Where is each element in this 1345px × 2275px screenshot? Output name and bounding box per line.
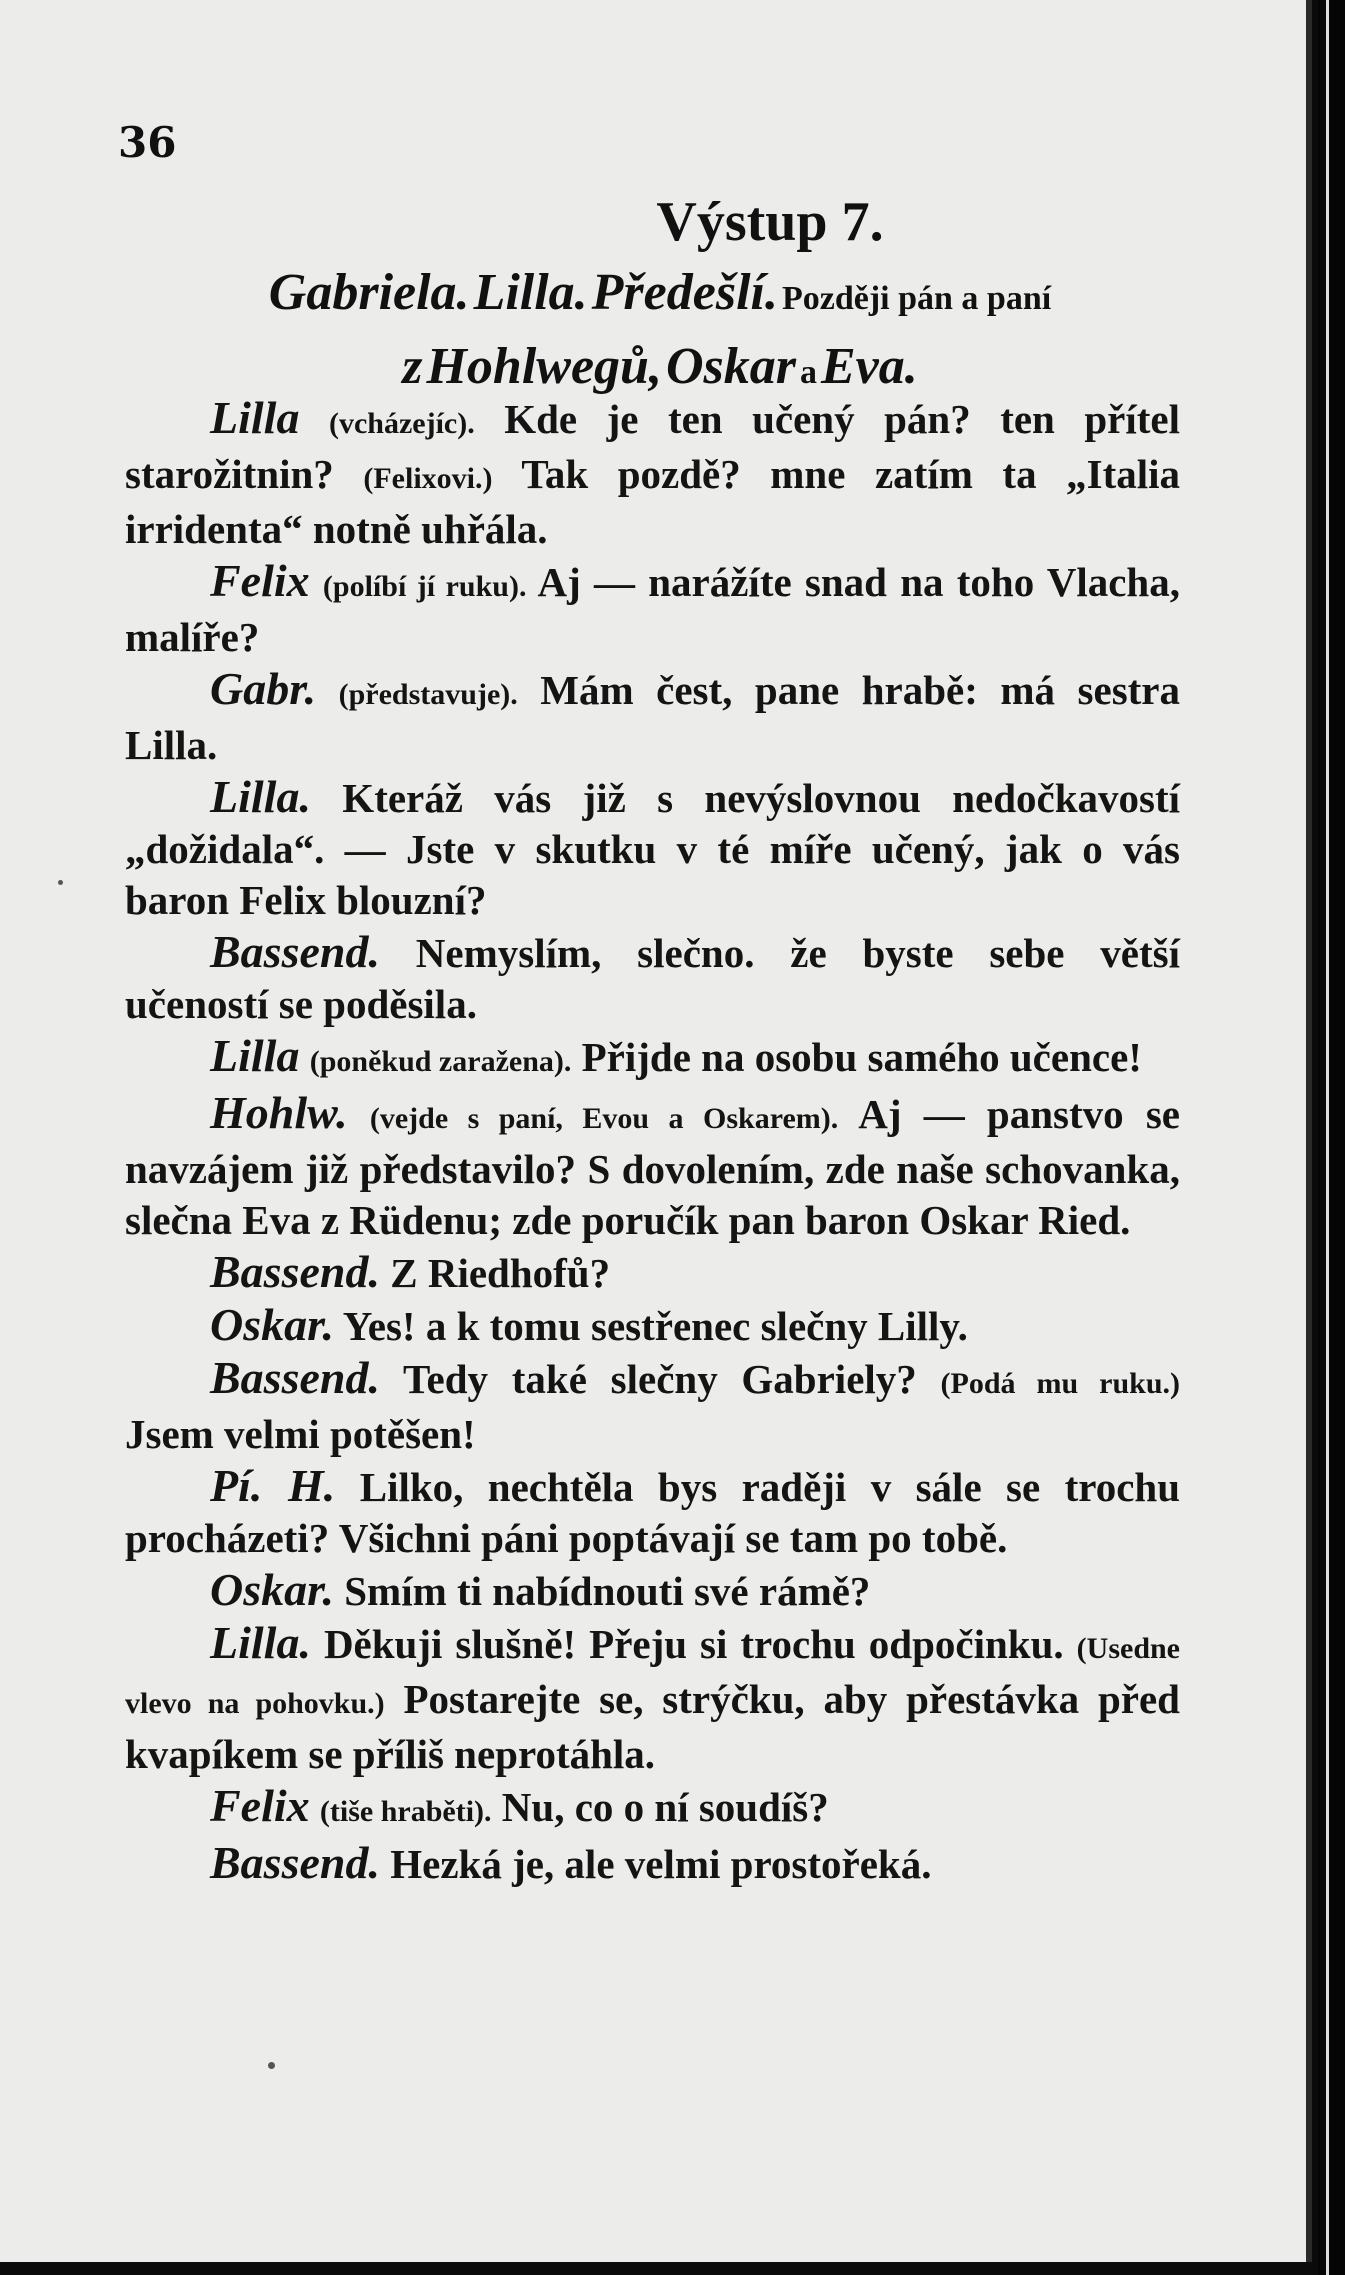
speaker-name: Hohlw. xyxy=(210,1087,348,1138)
speaker-name: Bassend. xyxy=(210,1837,380,1888)
speech xyxy=(125,1780,1180,1837)
stage-direction: (tiše hraběti). xyxy=(319,1795,492,1828)
speaker-name: Bassend. xyxy=(210,926,380,977)
speaker-name: Lilla. xyxy=(210,771,311,822)
cast-name: Oskar xyxy=(665,338,796,395)
speech-text: Yes! a k tomu sestřenec slečny Lilly. xyxy=(342,1303,968,1349)
speaker-name: Lilla. xyxy=(210,1617,311,1668)
speech xyxy=(125,1460,1180,1564)
speaker-name: Bassend. xyxy=(210,1352,380,1403)
cast-name: Lilla. xyxy=(473,264,588,321)
speech xyxy=(125,392,1180,555)
stage-direction: (představuje). xyxy=(338,678,518,711)
speech xyxy=(125,1030,1180,1087)
speech-text: Tedy také slečny Gabriely? xyxy=(402,1356,917,1402)
speaker-name: Lilla xyxy=(210,1030,300,1081)
speech-text: Z Riedhofů? xyxy=(390,1250,611,1296)
speaker-name: Bassend. xyxy=(210,1246,380,1297)
speaker-name: Gabr. xyxy=(210,663,317,714)
speaker-name: Felix xyxy=(210,555,310,606)
speech xyxy=(125,663,1180,771)
speech xyxy=(125,1299,1180,1352)
stage-direction: (vcházejíc). xyxy=(328,407,475,440)
speech xyxy=(125,1352,1180,1460)
speech xyxy=(125,1564,1180,1617)
speech-text: Přijde na osobu samého učence! xyxy=(581,1034,1142,1080)
speech-text: Mám čest, pane hrabě: má sestra Lilla. xyxy=(125,667,1180,768)
speaker-name: Oskar. xyxy=(210,1299,334,1350)
speech-text: Postarejte se, strýčku, aby přestávka před kvapíkem se příliš neprotáhla. xyxy=(125,1676,1180,1777)
speaker-name: Pí. H. xyxy=(210,1460,336,1511)
cast-line-1 xyxy=(120,262,1200,336)
speech-text: Kteráž vás již s nevýslovnou nedočkavostí „dožidala“. — Jste v skutku v té míře učený, jak o vás baron Felix blouzní? xyxy=(125,775,1181,923)
speck xyxy=(268,2062,275,2069)
speaker-name: Oskar. xyxy=(210,1564,334,1615)
speech-text: Děkuji slušně! Přeju si trochu odpočinku. xyxy=(323,1621,1064,1667)
stage-direction: (Felixovi.) xyxy=(363,462,493,495)
stage-direction: (políbí jí ruku). xyxy=(322,570,527,603)
speech-text: Kde je ten učený pán? ten přítel starožitnin? xyxy=(125,396,1180,497)
speech xyxy=(125,1837,1180,1890)
speech-text: Jsem velmi potěšen! xyxy=(125,1411,476,1457)
speech xyxy=(125,926,1180,1030)
cast-name: Eva. xyxy=(821,338,918,395)
stage-direction: (poněkud zaražena). xyxy=(309,1045,572,1078)
scene-title: Výstup 7. xyxy=(656,191,884,253)
speaker-name: Felix xyxy=(210,1780,310,1831)
cast-name: Gabriela. xyxy=(268,264,470,321)
book-edge xyxy=(1318,0,1345,2275)
speech-text: Nemyslím, slečno. že byste sebe větší učeností se poděsila. xyxy=(125,930,1180,1027)
speech-text: Lilko, nechtěla bys raději v sále se trochu procházeti? Všichni páni poptávají se tam po tobě. xyxy=(125,1464,1180,1561)
speck xyxy=(58,880,63,885)
speech-text: Nu, co o ní soudíš? xyxy=(501,1784,829,1830)
stage-direction: (Podá mu ruku.) xyxy=(940,1367,1181,1400)
page-number: 36 xyxy=(118,118,177,167)
cast-name: Hohlwegů, xyxy=(426,338,662,395)
cast-name: Předešlí. xyxy=(591,264,778,321)
cast-and: a xyxy=(800,354,817,391)
speech-text: Aj — panstvo se navzájem již představilo? S dovolením, zde naše schovanka, slečna Eva z Rüdenu; zde poručík pan baron Oskar Ried. xyxy=(125,1091,1180,1243)
speech xyxy=(125,771,1180,926)
stage-direction: (Usedne vlevo na pohovku.) xyxy=(125,1632,1181,1720)
speech xyxy=(125,1617,1180,1780)
speech xyxy=(125,1246,1180,1299)
speech xyxy=(125,1087,1180,1246)
dialogue-body xyxy=(125,392,1180,1890)
cast-prefix: z xyxy=(402,338,423,395)
speaker-name: Lilla xyxy=(210,392,300,443)
speech xyxy=(125,555,1180,663)
stage-direction: (vejde s paní, Evou a Oskarem). xyxy=(369,1102,839,1135)
speech-text: Smím ti nabídnouti své rámě? xyxy=(344,1568,871,1614)
cast-note: Později pán a paní xyxy=(781,280,1052,317)
book-edge-line xyxy=(1326,0,1329,2275)
speech-text: Tak pozdě? mne zatím ta „Italia irridenta“ notně uhřála. xyxy=(125,451,1181,552)
speech-text: Hezká je, ale velmi prostořeká. xyxy=(390,1841,932,1887)
cast-list xyxy=(120,262,1200,410)
speech-text: Aj — narážíte snad na toho Vlacha, malíře? xyxy=(125,559,1180,660)
